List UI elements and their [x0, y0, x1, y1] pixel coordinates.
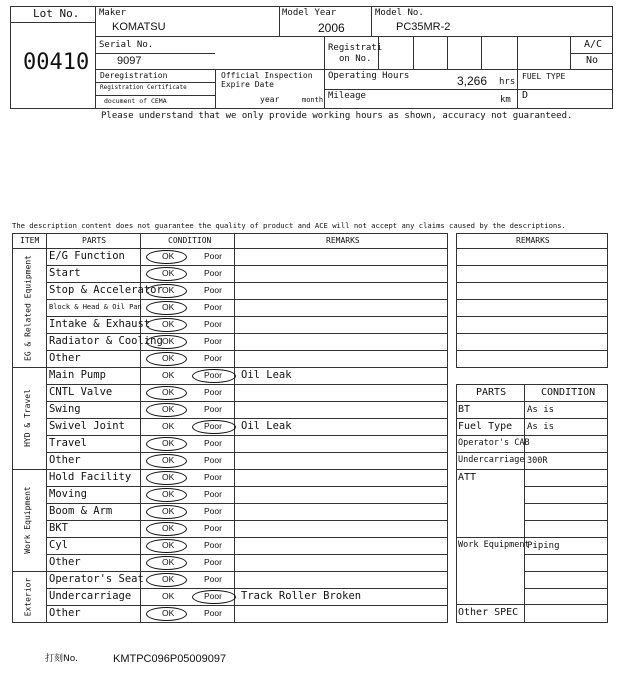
mileage-label: Mileage: [328, 91, 366, 101]
hours-notice: Please understand that we only provide working hours as shown, accuracy not guaranteed.: [101, 111, 573, 121]
stamp-label: 打刻No.: [45, 654, 78, 664]
divider: [456, 282, 608, 283]
divider: [12, 248, 448, 249]
divider: [46, 282, 448, 283]
inspection-label: Official Inspection: [221, 71, 313, 80]
part-name: Moving: [49, 488, 87, 500]
divider: [456, 435, 608, 436]
divider: [524, 486, 608, 487]
part-name: Hold Facility: [49, 471, 132, 483]
divider: [456, 248, 608, 249]
registration-certificate-label: Registration Certificate: [100, 84, 187, 91]
stamp-number: KMTPC096P05009097: [113, 653, 227, 665]
side-part-name: Fuel Type: [458, 421, 513, 432]
group-label: Work Equipment: [23, 486, 32, 554]
ok-option[interactable]: OK: [162, 455, 175, 465]
hrs-unit: hrs: [499, 77, 516, 87]
part-name: Cyl: [49, 539, 68, 551]
remark-text: Oil Leak: [241, 420, 292, 432]
part-name: Other: [49, 556, 81, 568]
item-header: ITEM: [20, 236, 40, 245]
divider: [447, 36, 448, 69]
model-year-value: 2006: [318, 21, 345, 35]
deregistration-label: Deregistration: [100, 71, 168, 80]
divider: [570, 53, 613, 54]
group-label: EG & Related Equipment: [23, 254, 32, 361]
side-parts-header: PARTS: [476, 387, 507, 398]
ok-option[interactable]: OK: [162, 387, 175, 397]
model-year-label: Model Year: [282, 8, 337, 18]
ok-option[interactable]: OK: [162, 353, 175, 363]
part-name: Other: [49, 607, 81, 619]
poor-option[interactable]: Poor: [204, 506, 222, 516]
ok-option[interactable]: OK: [162, 489, 175, 499]
side-condition-header: CONDITION: [541, 387, 596, 398]
side-part-name: ATT: [458, 472, 477, 483]
divider: [456, 333, 608, 334]
divider: [481, 36, 482, 69]
part-name: Radiator & Cooling: [49, 335, 163, 347]
selected-poor-circle: [192, 420, 236, 434]
selected-ok-circle: [146, 250, 187, 264]
divider: [324, 36, 325, 109]
selected-ok-circle: [146, 301, 187, 315]
year-label: year: [260, 95, 280, 104]
divider: [46, 503, 448, 504]
side-part-name: Undercarriage: [458, 455, 525, 465]
registration-label: Registrati: [328, 43, 383, 53]
poor-option[interactable]: Poor: [204, 353, 222, 363]
fuel-type-label: FUEL TYPE: [522, 72, 566, 81]
part-name: BKT: [49, 522, 68, 534]
poor-option[interactable]: Poor: [204, 455, 222, 465]
divider: [456, 316, 608, 317]
divider: [371, 6, 372, 36]
selected-ok-circle: [146, 335, 187, 349]
part-name: Other: [49, 454, 81, 466]
poor-option[interactable]: Poor: [204, 472, 222, 482]
divider: [46, 384, 448, 385]
group-label: HYD & Travel: [23, 389, 32, 447]
divider: [46, 299, 448, 300]
divider: [46, 418, 448, 419]
poor-option[interactable]: Poor: [204, 574, 222, 584]
inspection-label-2: Expire Date: [221, 80, 274, 89]
ok-option[interactable]: OK: [162, 404, 175, 414]
selected-poor-circle: [192, 369, 236, 383]
poor-option[interactable]: Poor: [204, 319, 222, 329]
divider: [517, 36, 518, 109]
ok-option[interactable]: OK: [162, 523, 175, 533]
side-remarks-header: REMARKS: [516, 236, 550, 245]
side-condition-value: 300R: [527, 456, 548, 466]
cema-label: document of CEMA: [104, 97, 167, 105]
divider: [10, 22, 95, 23]
part-name: Block & Head & Oil Pan: [49, 303, 142, 311]
divider: [12, 571, 448, 572]
group-label: Exterior: [23, 577, 32, 616]
part-name: Intake & Exhaust: [49, 318, 151, 330]
ok-option[interactable]: OK: [162, 472, 175, 482]
ok-option[interactable]: OK: [162, 591, 175, 601]
part-name: Undercarriage: [49, 590, 132, 602]
selected-ok-circle: [146, 352, 187, 366]
serial-value: 9097: [117, 55, 142, 67]
divider: [456, 401, 608, 402]
divider: [95, 69, 613, 70]
poor-option[interactable]: Poor: [204, 608, 222, 618]
selected-ok-circle: [146, 267, 187, 281]
selected-ok-circle: [146, 522, 187, 536]
divider: [46, 350, 448, 351]
side-condition-value: Piping: [527, 541, 560, 551]
ac-label: A/C: [584, 39, 603, 50]
divider: [456, 350, 608, 351]
poor-option[interactable]: Poor: [204, 387, 222, 397]
poor-option[interactable]: Poor: [204, 523, 222, 533]
part-name: Swing: [49, 403, 81, 415]
ok-option[interactable]: OK: [162, 319, 175, 329]
selected-ok-circle: [146, 471, 187, 485]
ok-option[interactable]: OK: [162, 268, 175, 278]
selected-ok-circle: [146, 318, 187, 332]
condition-header: CONDITION: [168, 236, 212, 245]
part-name: E/G Function: [49, 250, 125, 262]
divider: [524, 588, 608, 589]
divider: [413, 36, 414, 69]
part-name: CNTL Valve: [49, 386, 113, 398]
selected-ok-circle: [146, 573, 187, 587]
lot-label: Lot No.: [33, 7, 80, 20]
divider: [524, 520, 608, 521]
divider: [95, 53, 215, 54]
selected-ok-circle: [146, 607, 187, 621]
poor-option[interactable]: Poor: [204, 251, 222, 261]
divider: [324, 89, 613, 90]
selected-ok-circle: [146, 437, 187, 451]
divider: [12, 367, 448, 368]
selected-ok-circle: [146, 284, 187, 298]
ok-option[interactable]: OK: [162, 608, 175, 618]
selected-ok-circle: [146, 386, 187, 400]
selected-ok-circle: [146, 505, 187, 519]
selected-poor-circle: [192, 590, 236, 604]
side-part-name: Operator's CAB: [458, 438, 530, 448]
registration-label-2: on No.: [339, 54, 372, 64]
km-unit: km: [500, 95, 511, 105]
poor-option[interactable]: Poor: [204, 421, 222, 431]
ok-option[interactable]: OK: [162, 302, 175, 312]
side-part-name: Other SPEC: [458, 607, 519, 618]
fuel-type-value: D: [522, 90, 529, 101]
divider: [456, 604, 608, 605]
model-no-label: Model No.: [375, 8, 424, 18]
divider: [456, 537, 608, 538]
poor-option[interactable]: Poor: [204, 302, 222, 312]
divider: [95, 36, 613, 37]
divider: [456, 265, 608, 266]
remark-text: Track Roller Broken: [241, 590, 362, 602]
model-no-value: PC35MR-2: [396, 21, 451, 33]
maker-label: Maker: [99, 8, 127, 18]
divider: [456, 452, 608, 453]
divider: [215, 69, 216, 109]
divider: [12, 469, 448, 470]
divider: [46, 401, 448, 402]
divider: [524, 503, 608, 504]
side-part-name: Work Equipment: [458, 540, 530, 550]
divider: [46, 316, 448, 317]
ok-option[interactable]: OK: [162, 557, 175, 567]
ok-option[interactable]: OK: [162, 574, 175, 584]
operating-hours-value: 3,266: [457, 74, 488, 88]
ok-option[interactable]: OK: [162, 336, 175, 346]
selected-ok-circle: [146, 539, 187, 553]
part-name: Swivel Joint: [49, 420, 125, 432]
ok-option[interactable]: OK: [162, 438, 175, 448]
ok-option[interactable]: OK: [162, 370, 175, 380]
side-condition-value: As is: [527, 422, 555, 432]
divider: [524, 554, 608, 555]
part-name: Start: [49, 267, 81, 279]
divider: [95, 6, 96, 109]
remarks-frame: [456, 233, 608, 368]
poor-option[interactable]: Poor: [204, 268, 222, 278]
part-name: Other: [49, 352, 81, 364]
poor-option[interactable]: Poor: [204, 370, 222, 380]
serial-label: Serial No.: [99, 40, 154, 50]
ok-option[interactable]: OK: [162, 421, 175, 431]
remark-text: Oil Leak: [241, 369, 292, 381]
divider: [46, 452, 448, 453]
divider: [456, 299, 608, 300]
poor-option[interactable]: Poor: [204, 540, 222, 550]
part-name: Main Pump: [49, 369, 106, 381]
parts-header: PARTS: [82, 236, 107, 245]
divider: [524, 571, 608, 572]
poor-option[interactable]: Poor: [204, 285, 222, 295]
divider: [46, 520, 448, 521]
divider: [46, 233, 47, 623]
ok-option[interactable]: OK: [162, 251, 175, 261]
part-name: Stop & Accelerator: [49, 284, 163, 296]
divider: [456, 418, 608, 419]
poor-option[interactable]: Poor: [204, 557, 222, 567]
side-condition-value: As is: [527, 405, 555, 415]
poor-option[interactable]: Poor: [204, 591, 222, 601]
operating-hours-label: Operating Hours: [328, 71, 410, 81]
selected-ok-circle: [146, 403, 187, 417]
divider: [456, 469, 608, 470]
selected-ok-circle: [146, 556, 187, 570]
divider: [46, 537, 448, 538]
lot-number: 00410: [23, 50, 90, 75]
ok-option[interactable]: OK: [162, 506, 175, 516]
poor-option[interactable]: Poor: [204, 489, 222, 499]
ok-option[interactable]: OK: [162, 285, 175, 295]
selected-ok-circle: [146, 488, 187, 502]
divider: [46, 605, 448, 606]
divider: [12, 622, 448, 623]
ac-value: No: [586, 55, 599, 66]
divider: [46, 486, 448, 487]
divider: [46, 554, 448, 555]
remarks-header: REMARKS: [326, 236, 360, 245]
divider: [46, 333, 448, 334]
divider: [46, 435, 448, 436]
divider: [279, 6, 280, 36]
disclaimer: The description content does not guarantee the quality of product and ACE will not accept any claims caused by the descriptions.: [12, 221, 566, 230]
poor-option[interactable]: Poor: [204, 404, 222, 414]
month-label: month: [302, 96, 324, 104]
poor-option[interactable]: Poor: [204, 438, 222, 448]
poor-option[interactable]: Poor: [204, 336, 222, 346]
part-name: Boom & Arm: [49, 505, 113, 517]
divider: [46, 265, 448, 266]
divider: [46, 588, 448, 589]
selected-ok-circle: [146, 454, 187, 468]
maker-value: KOMATSU: [112, 21, 166, 33]
part-name: Travel: [49, 437, 87, 449]
divider: [95, 82, 215, 83]
ok-option[interactable]: OK: [162, 540, 175, 550]
part-name: Operator's Seat: [49, 573, 144, 585]
side-part-name: BT: [458, 404, 471, 415]
divider: [95, 95, 215, 96]
